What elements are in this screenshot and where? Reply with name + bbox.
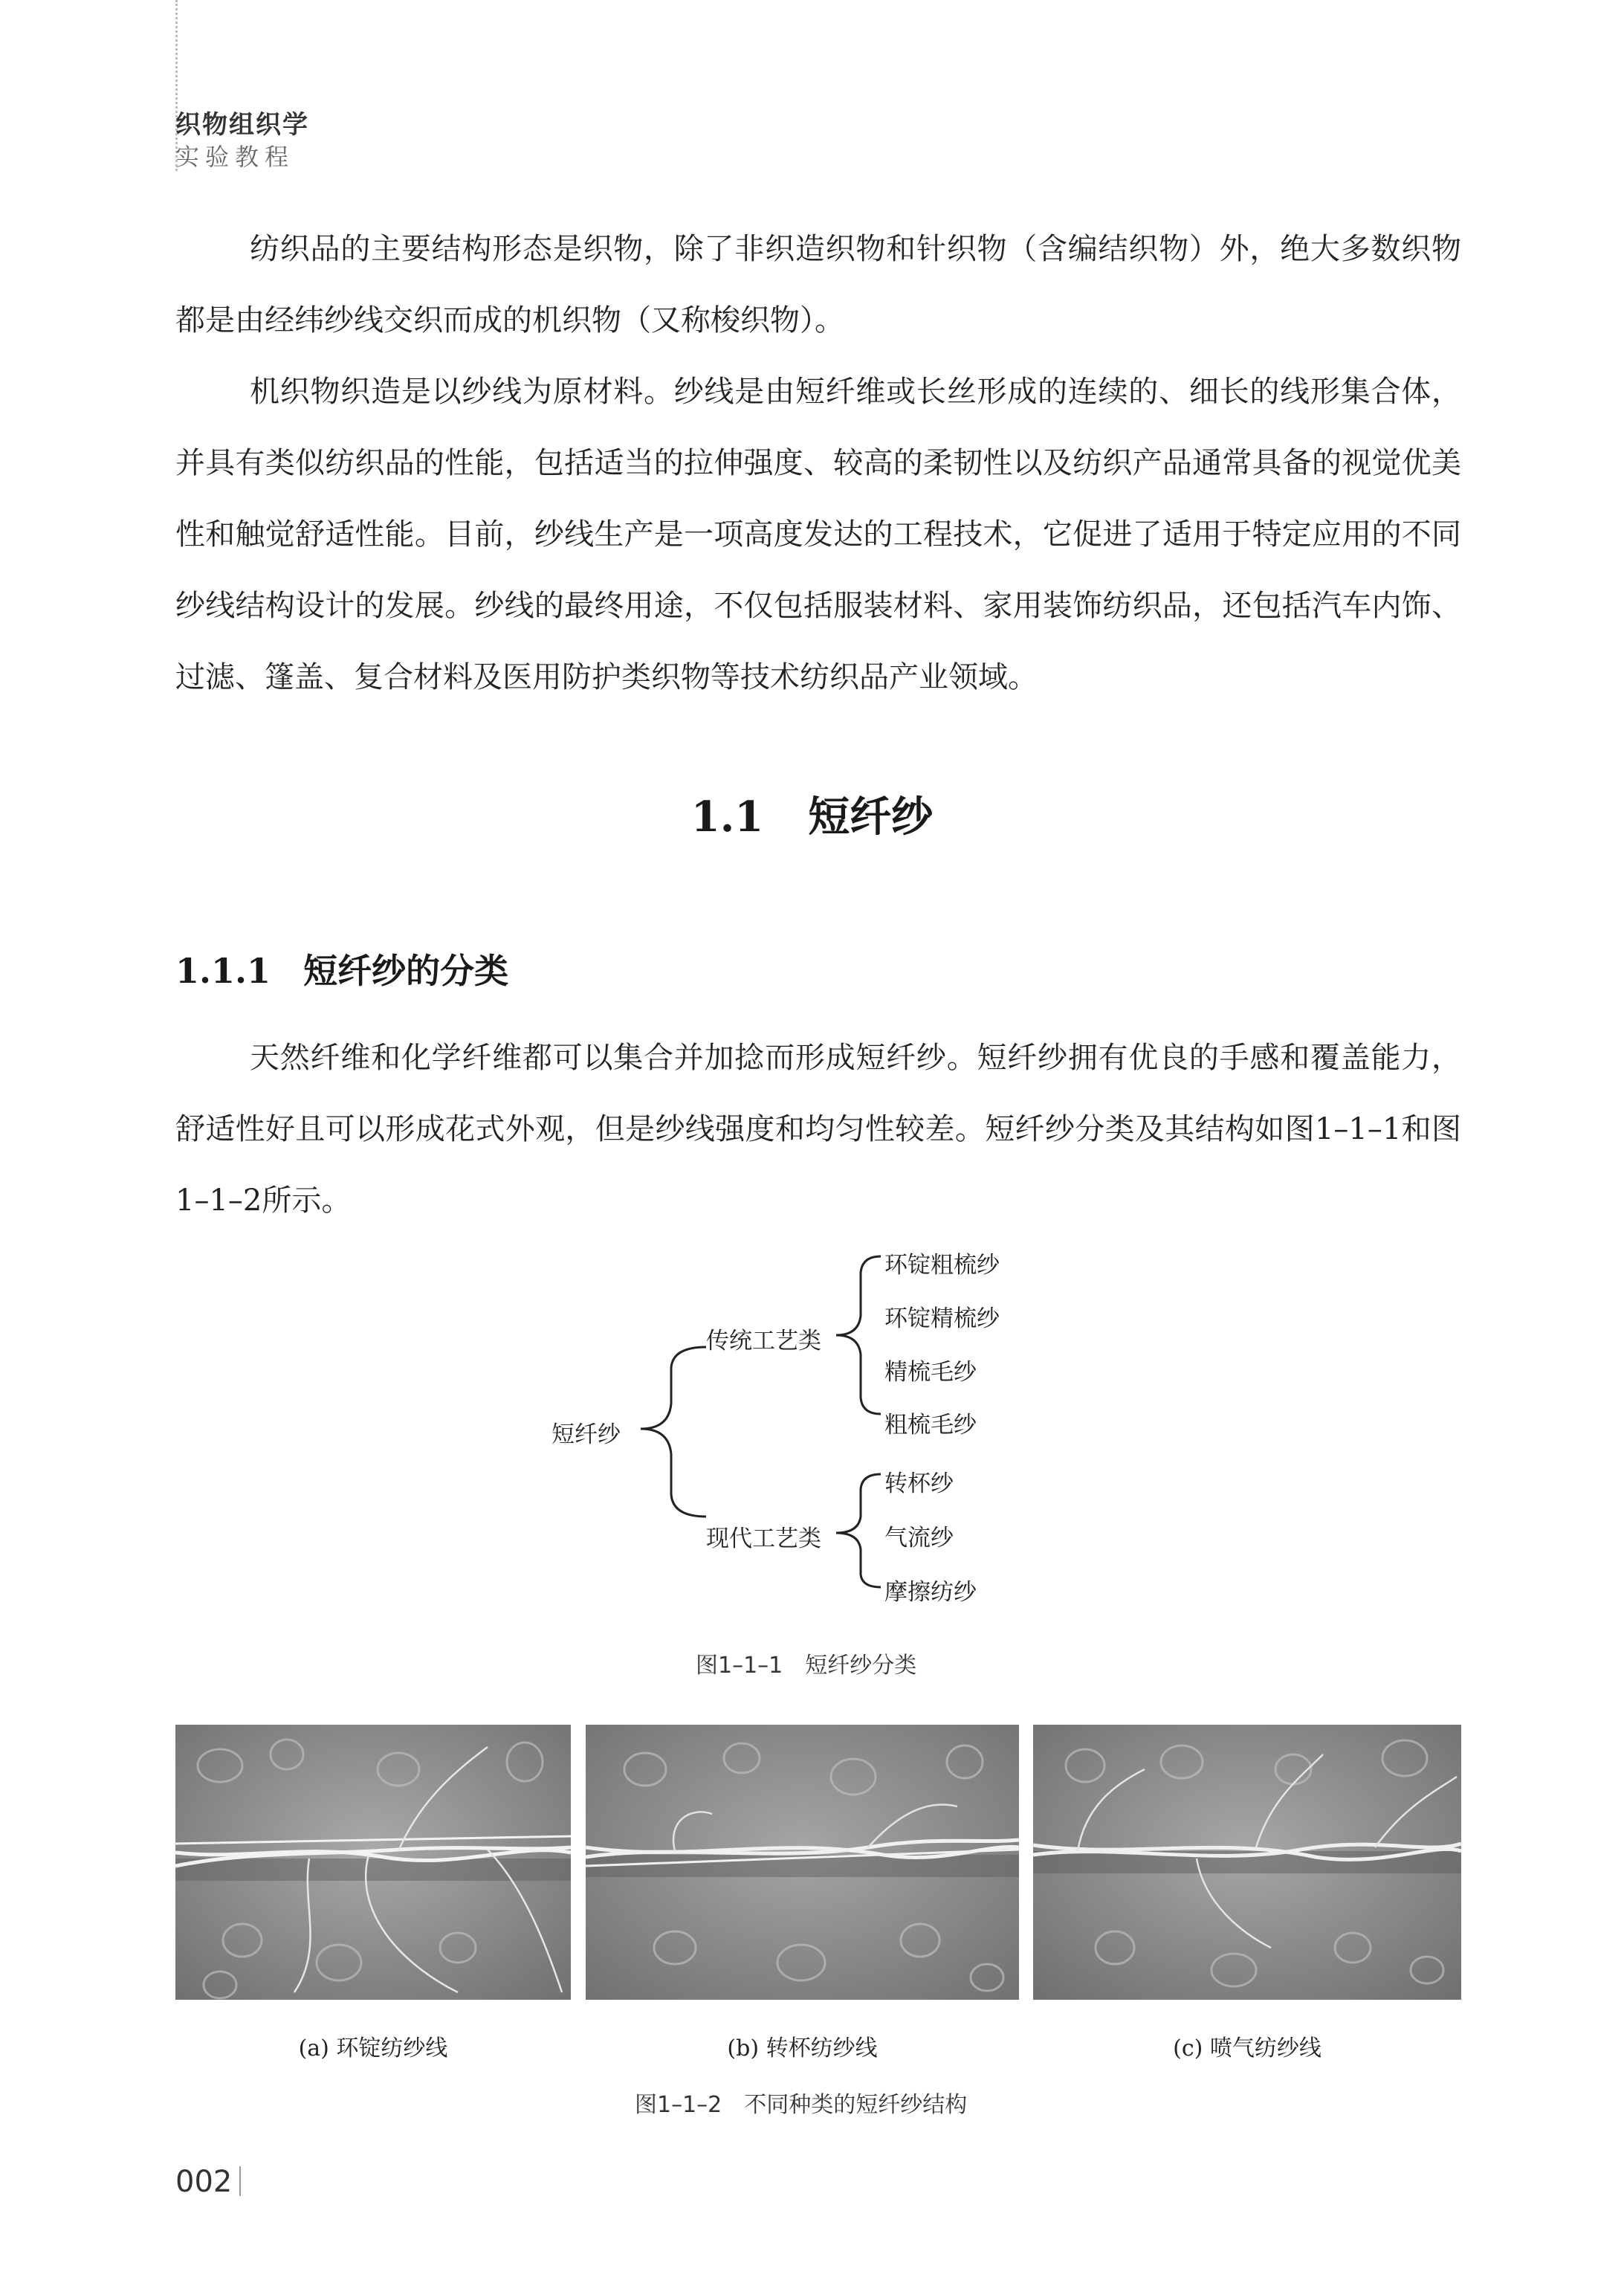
modern-brace [836, 1474, 881, 1587]
diagram-leaf: 气流纱 [884, 1525, 954, 1551]
book-title: 织物组织学 [175, 110, 309, 140]
traditional-brace [836, 1256, 881, 1414]
subsection-heading [175, 944, 508, 993]
subcaption-b: (b) 转杯纺纱线 [727, 2035, 878, 2061]
diagram-leaf: 转杯纱 [884, 1470, 954, 1497]
subcaption-a: (a) 环锭纺纱线 [298, 2035, 448, 2061]
section-heading [0, 784, 1624, 844]
figure-1-1-1-caption: 图1–1–1 短纤纱分类 [696, 1653, 917, 1679]
paragraph-1: 纺织品的主要结构形态是织物，除了非织造织物和针织物（含编结织物）外，绝大多数织物都是由经纬纱线交织而成的机织物（又称梭织物）。 [175, 232, 1461, 338]
page-number: 002 [175, 2165, 233, 2199]
page-number-separator [239, 2166, 241, 2196]
photo-rotor-spun-yarn [586, 1725, 1019, 2000]
diagram-root: 短纤纱 [551, 1421, 621, 1448]
paragraph-3: 天然纤维和化学纤维都可以集合并加捻而形成短纤纱。短纤纱拥有优良的手感和覆盖能力，舒适性好且可以形成花式外观，但是纱线强度和均匀性较差。短纤纱分类及其结构如图1–1–1和图1–1–2所示。 [175, 1041, 1461, 1218]
section-number: 1.1 [690, 792, 764, 842]
diagram-branch-traditional: 传统工艺类 [706, 1328, 821, 1354]
subsection-title: 短纤纱的分类 [303, 951, 509, 991]
paragraph-2: 机织物织造是以纱线为原材料。纱线是由短纤维或长丝形成的连续的、细长的线形集合体，并具有类似纺织品的性能，包括适当的拉伸强度、较高的柔韧性以及纺织产品通常具备的视觉优美性和触觉舒适性能。目前，纱线生产是一项高度发达的工程技术，它促进了适用于特定应用的不同纱线结构设计的发展。纱线的最终用途，不仅包括服装材料、家用装饰纺织品，还包括汽车内饰、过滤、篷盖、复合材料及医用防护类织物等技术纺织品产业领域。 [175, 375, 1461, 694]
photo-ring-spun-yarn [175, 1725, 571, 2000]
diagram-leaf: 精梳毛纱 [884, 1359, 977, 1386]
photo-air-jet-spun-yarn [1033, 1725, 1461, 2000]
root-brace [641, 1347, 706, 1517]
section-title: 短纤纱 [808, 792, 934, 842]
subcaption-c: (c) 喷气纺纱线 [1173, 2035, 1321, 2061]
diagram-leaf: 环锭粗梳纱 [884, 1252, 1000, 1279]
book-subtitle: 实验教程 [175, 143, 295, 171]
diagram-leaf: 粗梳毛纱 [884, 1412, 977, 1438]
diagram-branch-modern: 现代工艺类 [706, 1525, 821, 1552]
diagram-leaf: 环锭精梳纱 [884, 1305, 1000, 1332]
figure-1-1-2-caption: 图1–1–2 不同种类的短纤纱结构 [635, 2092, 968, 2118]
subsection-number: 1.1.1 [175, 951, 271, 991]
diagram-leaf: 摩擦纺纱 [884, 1579, 977, 1606]
